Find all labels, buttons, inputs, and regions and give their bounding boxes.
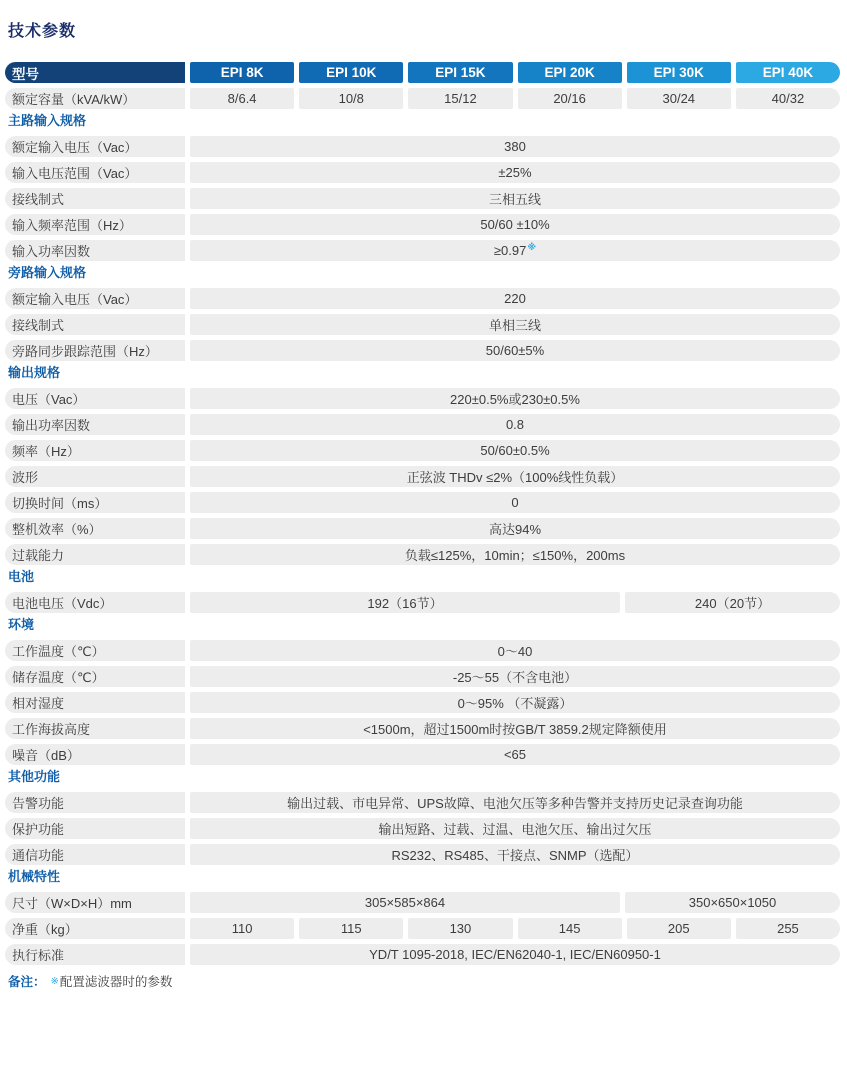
capacity-value-cell: 10/8 (299, 88, 403, 109)
row-value-text: <65 (503, 747, 527, 762)
row-value-text: 输出短路、过载、过温、电池欠压、输出过欠压 (378, 822, 652, 837)
row-label: 输入频率范围（Hz） (5, 214, 185, 235)
row-value-cell: 205 (627, 918, 731, 939)
row-span-value-cell: 305×585×864 (190, 892, 620, 913)
table-row (5, 214, 840, 235)
capacity-row (5, 88, 840, 109)
row-cells (190, 892, 840, 913)
section-title: 机械特性 (8, 869, 61, 884)
table-row (5, 240, 840, 261)
model-header-cell: EPI 10K (299, 62, 403, 83)
row-label: 保护功能 (5, 818, 185, 839)
capacity-value-cell: 20/16 (518, 88, 622, 109)
row-label: 整机效率（%） (5, 518, 185, 539)
section (5, 770, 840, 865)
row-label: 额定输入电压（Vac） (5, 288, 185, 309)
row-label: 告警功能 (5, 792, 185, 813)
row-cells (190, 492, 840, 513)
row-cells (190, 692, 840, 713)
table-row (5, 718, 840, 739)
row-cells (190, 666, 840, 687)
row-label: 输出功率因数 (5, 414, 185, 435)
row-value-cell (190, 640, 840, 661)
row-value-cell (190, 544, 840, 565)
row-value-text: 50/60±5% (485, 343, 545, 358)
row-value-cell (190, 162, 840, 183)
row-value-text: 三相五线 (488, 192, 541, 207)
section-title: 其他功能 (8, 769, 61, 784)
table-row (5, 466, 840, 487)
row-value-cell (190, 414, 840, 435)
table-row (5, 492, 840, 513)
row-label: 输入电压范围（Vac） (5, 162, 185, 183)
row-value-cell: 115 (299, 918, 403, 939)
model-header-cells (190, 62, 840, 83)
row-cells (190, 388, 840, 409)
row-value-text: 380 (504, 139, 526, 154)
row-cells (190, 188, 840, 209)
model-header-cell: EPI 40K (736, 62, 840, 83)
row-value-cell (190, 692, 840, 713)
row-value-cell: ≥0.97 ※ (190, 240, 840, 261)
row-value-text: 输出过载、市电异常、UPS故障、电池欠压等多种告警并支持历史记录查询功能 (287, 796, 743, 811)
row-value-cell (190, 136, 840, 157)
row-cells (190, 544, 840, 565)
section-title: 电池 (8, 569, 35, 584)
table-row (5, 792, 840, 813)
row-value-cell: 110 (190, 918, 294, 939)
spec-table (5, 62, 840, 965)
row-value-cell (190, 214, 840, 235)
row-label: 接线制式 (5, 188, 185, 209)
section-title: 输出规格 (8, 365, 61, 380)
row-label: 切换时间（ms） (5, 492, 185, 513)
model-header-cell: EPI 8K (190, 62, 294, 83)
row-cells (190, 162, 840, 183)
row-value-text: 单相三线 (488, 318, 541, 333)
row-span-value-cell: 240（20节） (625, 592, 840, 613)
row-value-cell (190, 518, 840, 539)
row-label: 执行标准 (5, 944, 185, 965)
row-value-cell (190, 188, 840, 209)
section-title: 主路输入规格 (8, 113, 87, 128)
row-cells (190, 818, 840, 839)
model-header-label: 型号 (5, 62, 185, 83)
row-span-value-cell: 350×650×1050 (625, 892, 840, 913)
table-row (5, 640, 840, 661)
row-value-text: 0～40 (497, 644, 533, 659)
row-cells (190, 466, 840, 487)
row-value-cell (190, 440, 840, 461)
row-value-text: 负载≤125%，10min；≤150%，200ms (404, 548, 626, 563)
row-cells (190, 440, 840, 461)
row-value-cell (190, 944, 840, 965)
row-label: 旁路同步跟踪范围（Hz） (5, 340, 185, 361)
table-row (5, 666, 840, 687)
table-row (5, 518, 840, 539)
row-label: 额定输入电压（Vac） (5, 136, 185, 157)
row-label: 波形 (5, 466, 185, 487)
table-row (5, 844, 840, 865)
row-value-text: ±25% (498, 165, 532, 180)
capacity-row-cells (190, 88, 840, 109)
table-row (5, 544, 840, 565)
row-label: 工作温度（℃） (5, 640, 185, 661)
row-cells (190, 214, 840, 235)
row-label: 储存温度（℃） (5, 666, 185, 687)
table-row (5, 440, 840, 461)
row-cells (190, 518, 840, 539)
row-label: 净重（kg） (5, 918, 185, 939)
footnote-text: 配置滤波器时的参数 (59, 975, 173, 989)
row-value-cell: 255 (736, 918, 840, 939)
row-cells (190, 640, 840, 661)
row-value-text: ≥0.97 (493, 243, 527, 258)
section-title: 环境 (8, 617, 35, 632)
footnote-marker: ※ (50, 976, 59, 987)
section (5, 266, 840, 361)
row-label: 噪音（dB） (5, 744, 185, 765)
section (5, 366, 840, 565)
row-label: 电压（Vac） (5, 388, 185, 409)
section (5, 870, 840, 965)
row-value-cell (190, 466, 840, 487)
row-value-cell: 145 (518, 918, 622, 939)
row-cells (190, 592, 840, 613)
table-row (5, 892, 840, 913)
row-cells (190, 136, 840, 157)
row-value-text: 0～95% （不凝露） (457, 696, 573, 711)
capacity-row-label: 额定容量（kVA/kW） (5, 88, 185, 109)
row-cells (190, 288, 840, 309)
table-row (5, 744, 840, 765)
row-span-value-cell: 192（16节） (190, 592, 620, 613)
section (5, 618, 840, 765)
row-value-text: 50/60 ±10% (480, 217, 550, 232)
row-value-cell (190, 718, 840, 739)
capacity-value-cell: 30/24 (627, 88, 731, 109)
row-label: 输入功率因数 (5, 240, 185, 261)
row-value-cell (190, 388, 840, 409)
row-label: 工作海拔高度 (5, 718, 185, 739)
row-value-text: YD/T 1095-2018, IEC/EN62040-1, IEC/EN60950-1 (369, 947, 661, 962)
row-cells (190, 744, 840, 765)
row-label: 相对湿度 (5, 692, 185, 713)
table-row (5, 340, 840, 361)
table-row (5, 592, 840, 613)
row-label: 电池电压（Vdc） (5, 592, 185, 613)
row-label: 过载能力 (5, 544, 185, 565)
row-cells (190, 314, 840, 335)
table-row (5, 136, 840, 157)
row-cells (190, 844, 840, 865)
row-cells (190, 414, 840, 435)
row-value-text: 正弦波 THDv ≤2%（100%线性负载） (406, 470, 624, 485)
row-value-cell (190, 792, 840, 813)
row-cells (190, 792, 840, 813)
capacity-value-cell: 15/12 (408, 88, 512, 109)
row-value-text: 220±0.5%或230±0.5% (450, 392, 580, 407)
row-cells (190, 240, 840, 261)
row-value-cell (190, 288, 840, 309)
table-row (5, 162, 840, 183)
row-label: 通信功能 (5, 844, 185, 865)
model-header-cell: EPI 15K (408, 62, 512, 83)
row-value-text: 0 (511, 495, 519, 510)
model-header-row (5, 62, 840, 83)
section (5, 570, 840, 613)
capacity-value-cell: 40/32 (736, 88, 840, 109)
table-row (5, 918, 840, 939)
spec-sections (5, 114, 840, 965)
row-value-text: <1500m，超过1500m时按GB/T 3859.2规定降额使用 (363, 722, 667, 737)
row-label: 接线制式 (5, 314, 185, 335)
row-cells (190, 944, 840, 965)
spec-sheet-page (0, 24, 847, 1081)
row-value-text: 220 (504, 291, 526, 306)
row-cells (190, 718, 840, 739)
capacity-value-cell: 8/6.4 (190, 88, 294, 109)
row-value-cell (190, 818, 840, 839)
row-value-cell (190, 844, 840, 865)
section-title: 旁路输入规格 (8, 265, 87, 280)
section (5, 114, 840, 261)
row-value-text: 0.8 (505, 417, 525, 432)
row-value-text: RS232、RS485、干接点、SNMP（选配） (391, 848, 639, 863)
row-value-cell (190, 340, 840, 361)
model-header-cell: EPI 30K (627, 62, 731, 83)
footnote (8, 975, 847, 991)
row-label: 频率（Hz） (5, 440, 185, 461)
table-row (5, 944, 840, 965)
model-header-cell: EPI 20K (518, 62, 622, 83)
page-title: 技术参数 (8, 23, 77, 40)
row-cells (190, 918, 840, 939)
row-value-cell (190, 314, 840, 335)
table-row (5, 288, 840, 309)
row-value-text: 高达94% (488, 522, 542, 537)
row-value-text: -25～55（不含电池） (452, 670, 578, 685)
table-row (5, 314, 840, 335)
table-row (5, 692, 840, 713)
row-value-text: 50/60±0.5% (480, 443, 550, 458)
table-row (5, 414, 840, 435)
row-value-cell (190, 666, 840, 687)
row-cells (190, 340, 840, 361)
footnote-prefix: 备注： (8, 975, 46, 989)
table-row (5, 388, 840, 409)
table-row (5, 818, 840, 839)
row-value-cell (190, 492, 840, 513)
row-value-cell: 130 (408, 918, 512, 939)
row-label: 尺寸（W×D×H）mm (5, 892, 185, 913)
row-value-cell (190, 744, 840, 765)
table-row (5, 188, 840, 209)
